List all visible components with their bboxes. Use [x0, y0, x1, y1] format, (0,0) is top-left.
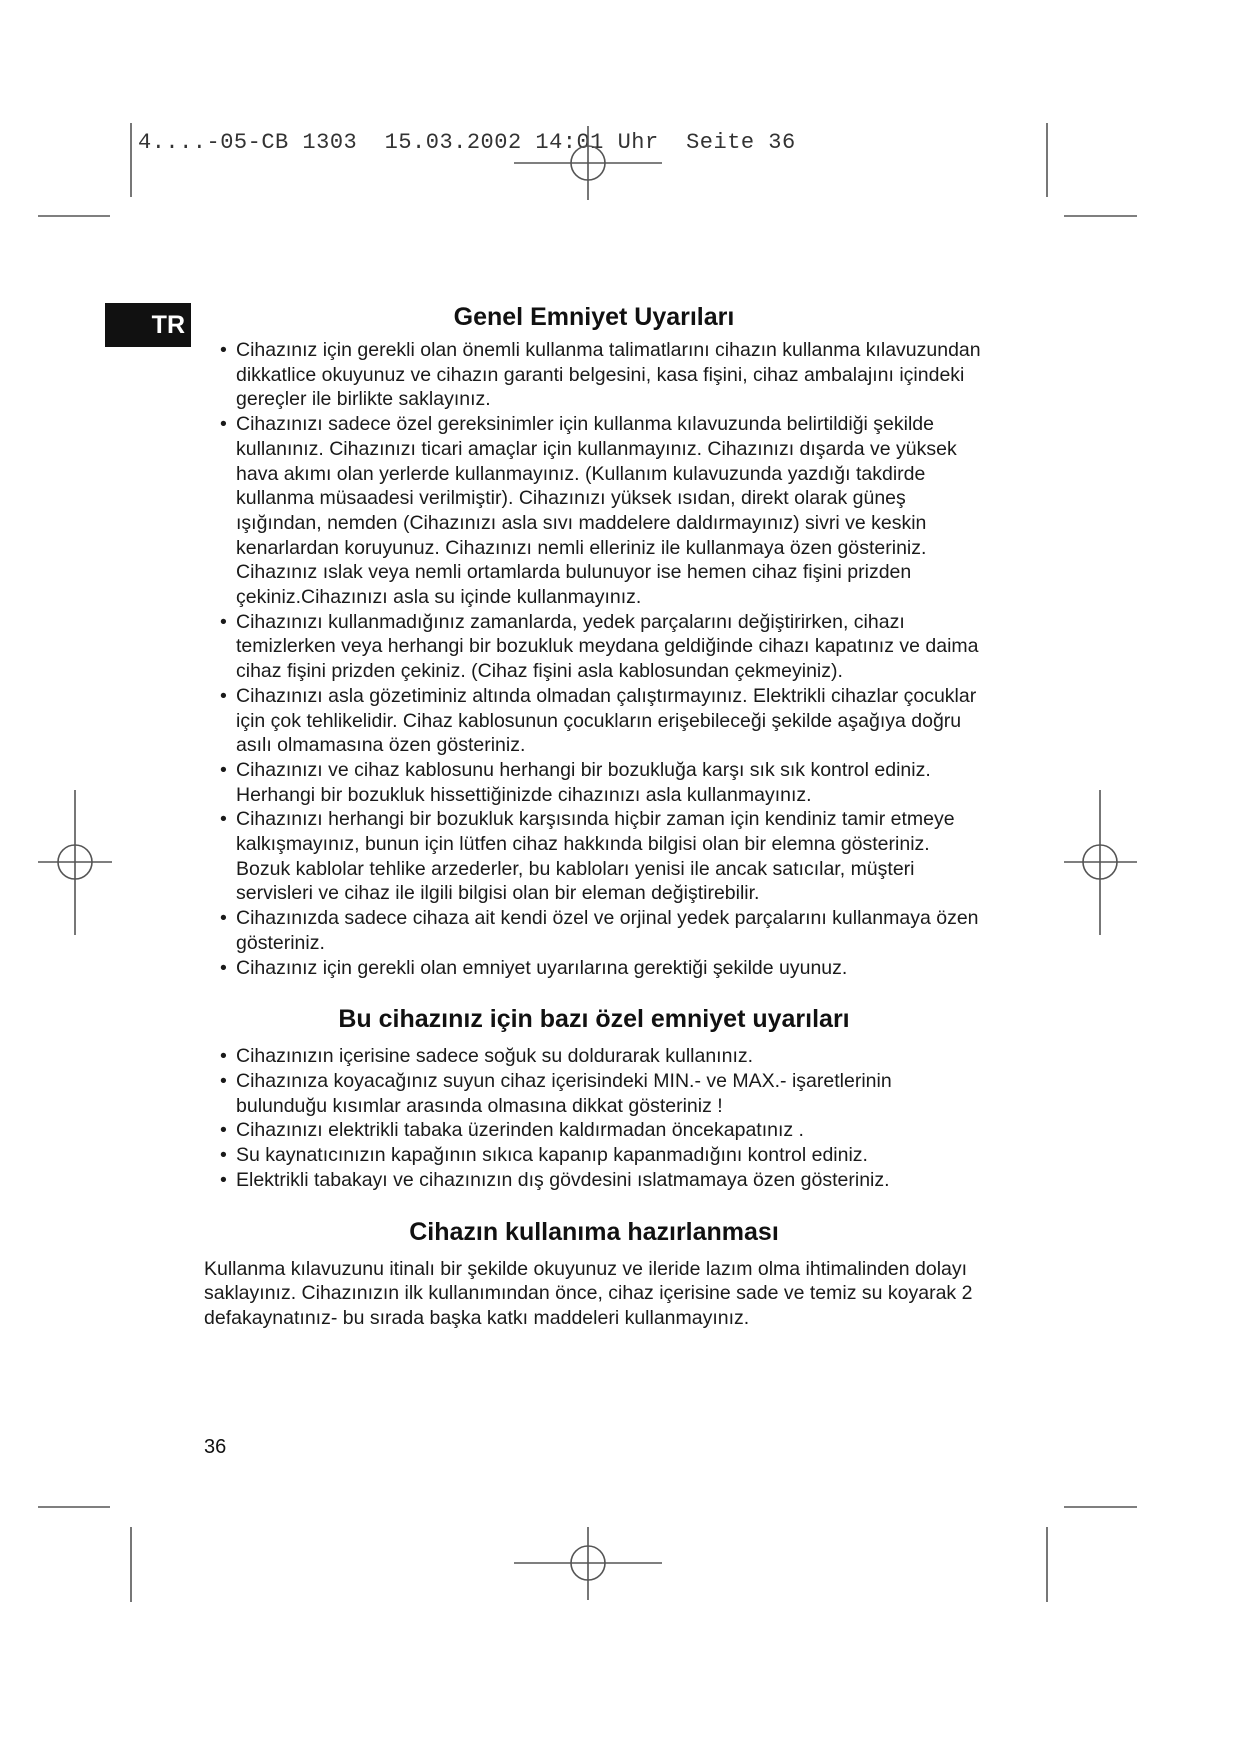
registration-mark-right — [1064, 790, 1137, 935]
page-content — [204, 300, 984, 1331]
special-warnings-list — [204, 1044, 984, 1192]
list-item: • Cihazınız için gerekli olan emniyet uyarılarına gerektiği şekilde uyunuz. — [204, 956, 984, 981]
list-item: • Su kaynatıcınızın kapağının sıkıca kapanıp kapanmadığını kontrol ediniz. — [204, 1143, 984, 1168]
list-item: • Elektrikli tabakayı ve cihazınızın dış gövdesini ıslatmamaya özen gösteriniz. — [204, 1168, 984, 1193]
registration-mark-bottom — [514, 1527, 662, 1600]
language-tab: TR — [105, 303, 191, 347]
list-item: • Cihazınızı ve cihaz kablosunu herhangi bir bozukluğa karşı sık sık kontrol ediniz. Herhangi bir bozukluk hissettiğinizde cihazınızı asla kullanmayınız. — [204, 758, 984, 807]
section-title-preparation: Cihazın kullanıma hazırlanması — [409, 1217, 779, 1246]
print-slug: 4....-05-CB 1303 15.03.2002 14:01 Uhr Seite 36 — [138, 130, 796, 155]
list-item: • Cihazınızı herhangi bir bozukluk karşısında hiçbir zaman için kendiniz tamir etmeye kalkışmayınız, bunun için lütfen cihaz hakkında bilgisi olan bir elemna gösteriniz. Bozuk kablolar tehlike arzederler, bu kabloları yenisi ile ancak satıcılar, müşteri servisleri ve cihaz ile ilgili bilgisi olan bir eleman değiştirebilir. — [204, 807, 984, 906]
list-item: • Cihazınızı asla gözetiminiz altında olmadan çalıştırmayınız. Elektrikli cihazlar çocuklar için çok tehlikelidir. Cihaz kablosunun çocukların erişebileceği şekilde aşağıya doğru asılı olmamasına özen gösteriniz. — [204, 684, 984, 758]
page-number: 36 — [204, 1436, 227, 1458]
list-item: • Cihazınızı kullanmadığınız zamanlarda, yedek parçalarını değiştirirken, cihazı temizlerken veya herhangi bir bozukluk meydana geldiğinde cihazı kapatınız ve daima cihaz fişini prizden çekiniz. (Cihaz fişini asla kablosundan çekmeyiniz). — [204, 610, 984, 684]
list-item: • Cihazınızı sadece özel gereksinimler için kullanma kılavuzunda belirtildiği şekilde kullanınız. Cihazınızı ticari amaçlar için kullanmayınız. Cihazınızı dışarda ve yüksek hava akımı olan yerlerde kullanmayınız. (Kullanım kulavuzunda yazdığı takdirde kullanma müsaadesi verilmiştir). Cihazınızı yüksek ısıdan, direkt olarak güneş ışığından, nemden (Cihazınızı asla sıvı maddelere daldırmayınız) sivri ve keskin kenarlardan koruyunuz. Cihazınızı nemli elleriniz ile kullanmaya özen gösteriniz. Cihazınız ıslak veya nemli ortamlarda bulunuyor ise hemen cihaz fişini prizden çekiniz.Cihazınızı asla su içinde kullanmayınız. — [204, 412, 984, 610]
list-item: • Cihazınız için gerekli olan önemli kullanma talimatlarını cihazın kullanma kılavuzundan dikkatlice okuyunuz ve cihazın garanti belgesini, kasa fişini, cihaz ambalajını içindeki gereçler ile birlikte saklayınız. — [204, 338, 984, 412]
list-item: • Cihazınızda sadece cihaza ait kendi özel ve orjinal yedek parçalarını kullanmaya özen gösteriniz. — [204, 906, 984, 955]
preparation-paragraph: Kullanma kılavuzunu itinalı bir şekilde okuyunuz ve ileride lazım olma ihtimalinden dolayı saklayınız. Cihazınızın ilk kullanımından önce, cihaz içerisine sade ve temiz su koyarak 2 defakaynatınız- bu sırada başka katkı maddeleri kullanmayınız. — [204, 1257, 973, 1329]
section-title-special: Bu cihazınız için bazı özel emniyet uyarıları — [338, 1005, 850, 1034]
section-title-general: Genel Emniyet Uyarıları — [453, 303, 735, 331]
list-item: • Cihazınıza koyacağınız suyun cihaz içerisindeki MIN.- ve MAX.- işaretlerinin bulunduğu kısımlar arasında olmasına dikkat gösteriniz ! — [204, 1069, 984, 1118]
list-item: • Cihazınızı elektrikli tabaka üzerinden kaldırmadan öncekapatınız . — [204, 1118, 984, 1143]
general-warnings-list — [204, 338, 984, 980]
registration-mark-left — [38, 790, 112, 935]
list-item: • Cihazınızın içerisine sadece soğuk su doldurarak kullanınız. — [204, 1044, 984, 1069]
registration-mark-top — [514, 126, 662, 200]
